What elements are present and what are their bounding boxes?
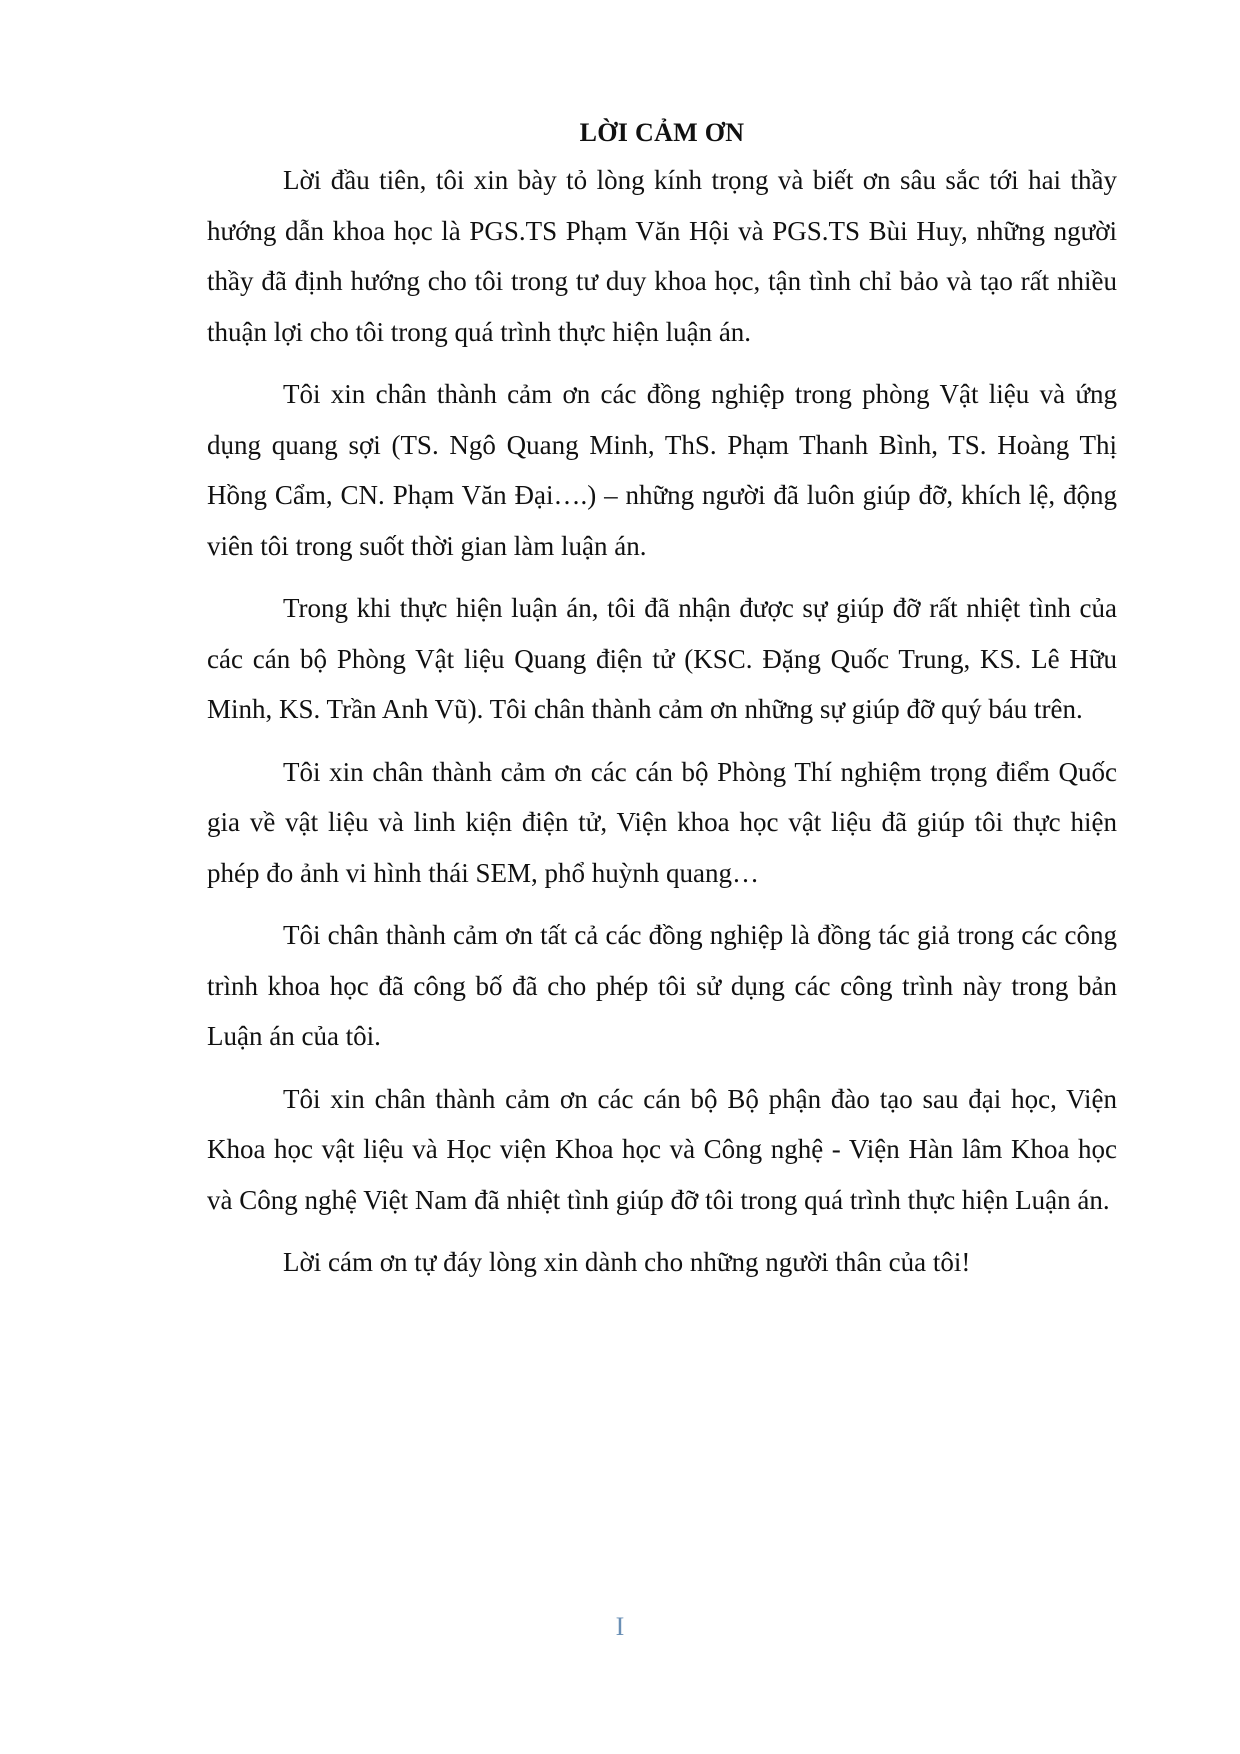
page-title: LỜI CẢM ƠN (579, 118, 745, 147)
paragraph-family: Lời cám ơn tự đáy lòng xin dành cho những người thân của tôi! (283, 1247, 971, 1277)
paragraph-optoelectronics-lab: Trong khi thực hiện luận án, tôi đã nhận được sự giúp đỡ rất nhiệt tình của các cán bộ Phòng Vật liệu Quang điện tử (KSC. Đặng Quốc Trung, KS. Lê Hữu Minh, KS. Trần Anh Vũ). Tôi chân thành cảm ơn những sự giúp đỡ quý báu trên. (207, 593, 1117, 724)
paragraph-colleagues-fiber: Tôi xin chân thành cảm ơn các đồng nghiệp trong phòng Vật liệu và ứng dụng quang sợi (TS. Ngô Quang Minh, ThS. Phạm Thanh Bình, TS. Hoàng Thị Hồng Cẩm, CN. Phạm Văn Đại….) – những người đã luôn giúp đỡ, khích lệ, động viên tôi trong suốt thời gian làm luận án. (207, 379, 1117, 561)
paragraph-coauthors: Tôi chân thành cảm ơn tất cả các đồng nghiệp là đồng tác giả trong các công trình khoa học đã công bố đã cho phép tôi sử dụng các công trình này trong bản Luận án của tôi. (207, 920, 1117, 1051)
paragraph-national-lab: Tôi xin chân thành cảm ơn các cán bộ Phòng Thí nghiệm trọng điểm Quốc gia về vật liệu và linh kiện điện tử, Viện khoa học vật liệu đã giúp tôi thực hiện phép đo ảnh vi hình thái SEM, phổ huỳnh quang… (207, 756, 1117, 888)
document-body (207, 113, 1117, 1300)
page-number: I (615, 1612, 625, 1641)
paragraph-graduate-office: Tôi xin chân thành cảm ơn các cán bộ Bộ phận đào tạo sau đại học, Viện Khoa học vật liệu và Học viện Khoa học và Công nghệ - Viện Hàn lâm Khoa học và Công nghệ Việt Nam đã nhiệt tình giúp đỡ tôi trong quá trình thực hiện Luận án. (207, 1083, 1117, 1215)
paragraph-advisors: Lời đầu tiên, tôi xin bày tỏ lòng kính trọng và biết ơn sâu sắc tới hai thầy hướng dẫn khoa học là PGS.TS Phạm Văn Hội và PGS.TS Bùi Huy, những người thầy đã định hướng cho tôi trong tư duy khoa học, tận tình chỉ bảo và tạo rất nhiều thuận lợi cho tôi trong quá trình thực hiện luận án. (207, 165, 1117, 347)
